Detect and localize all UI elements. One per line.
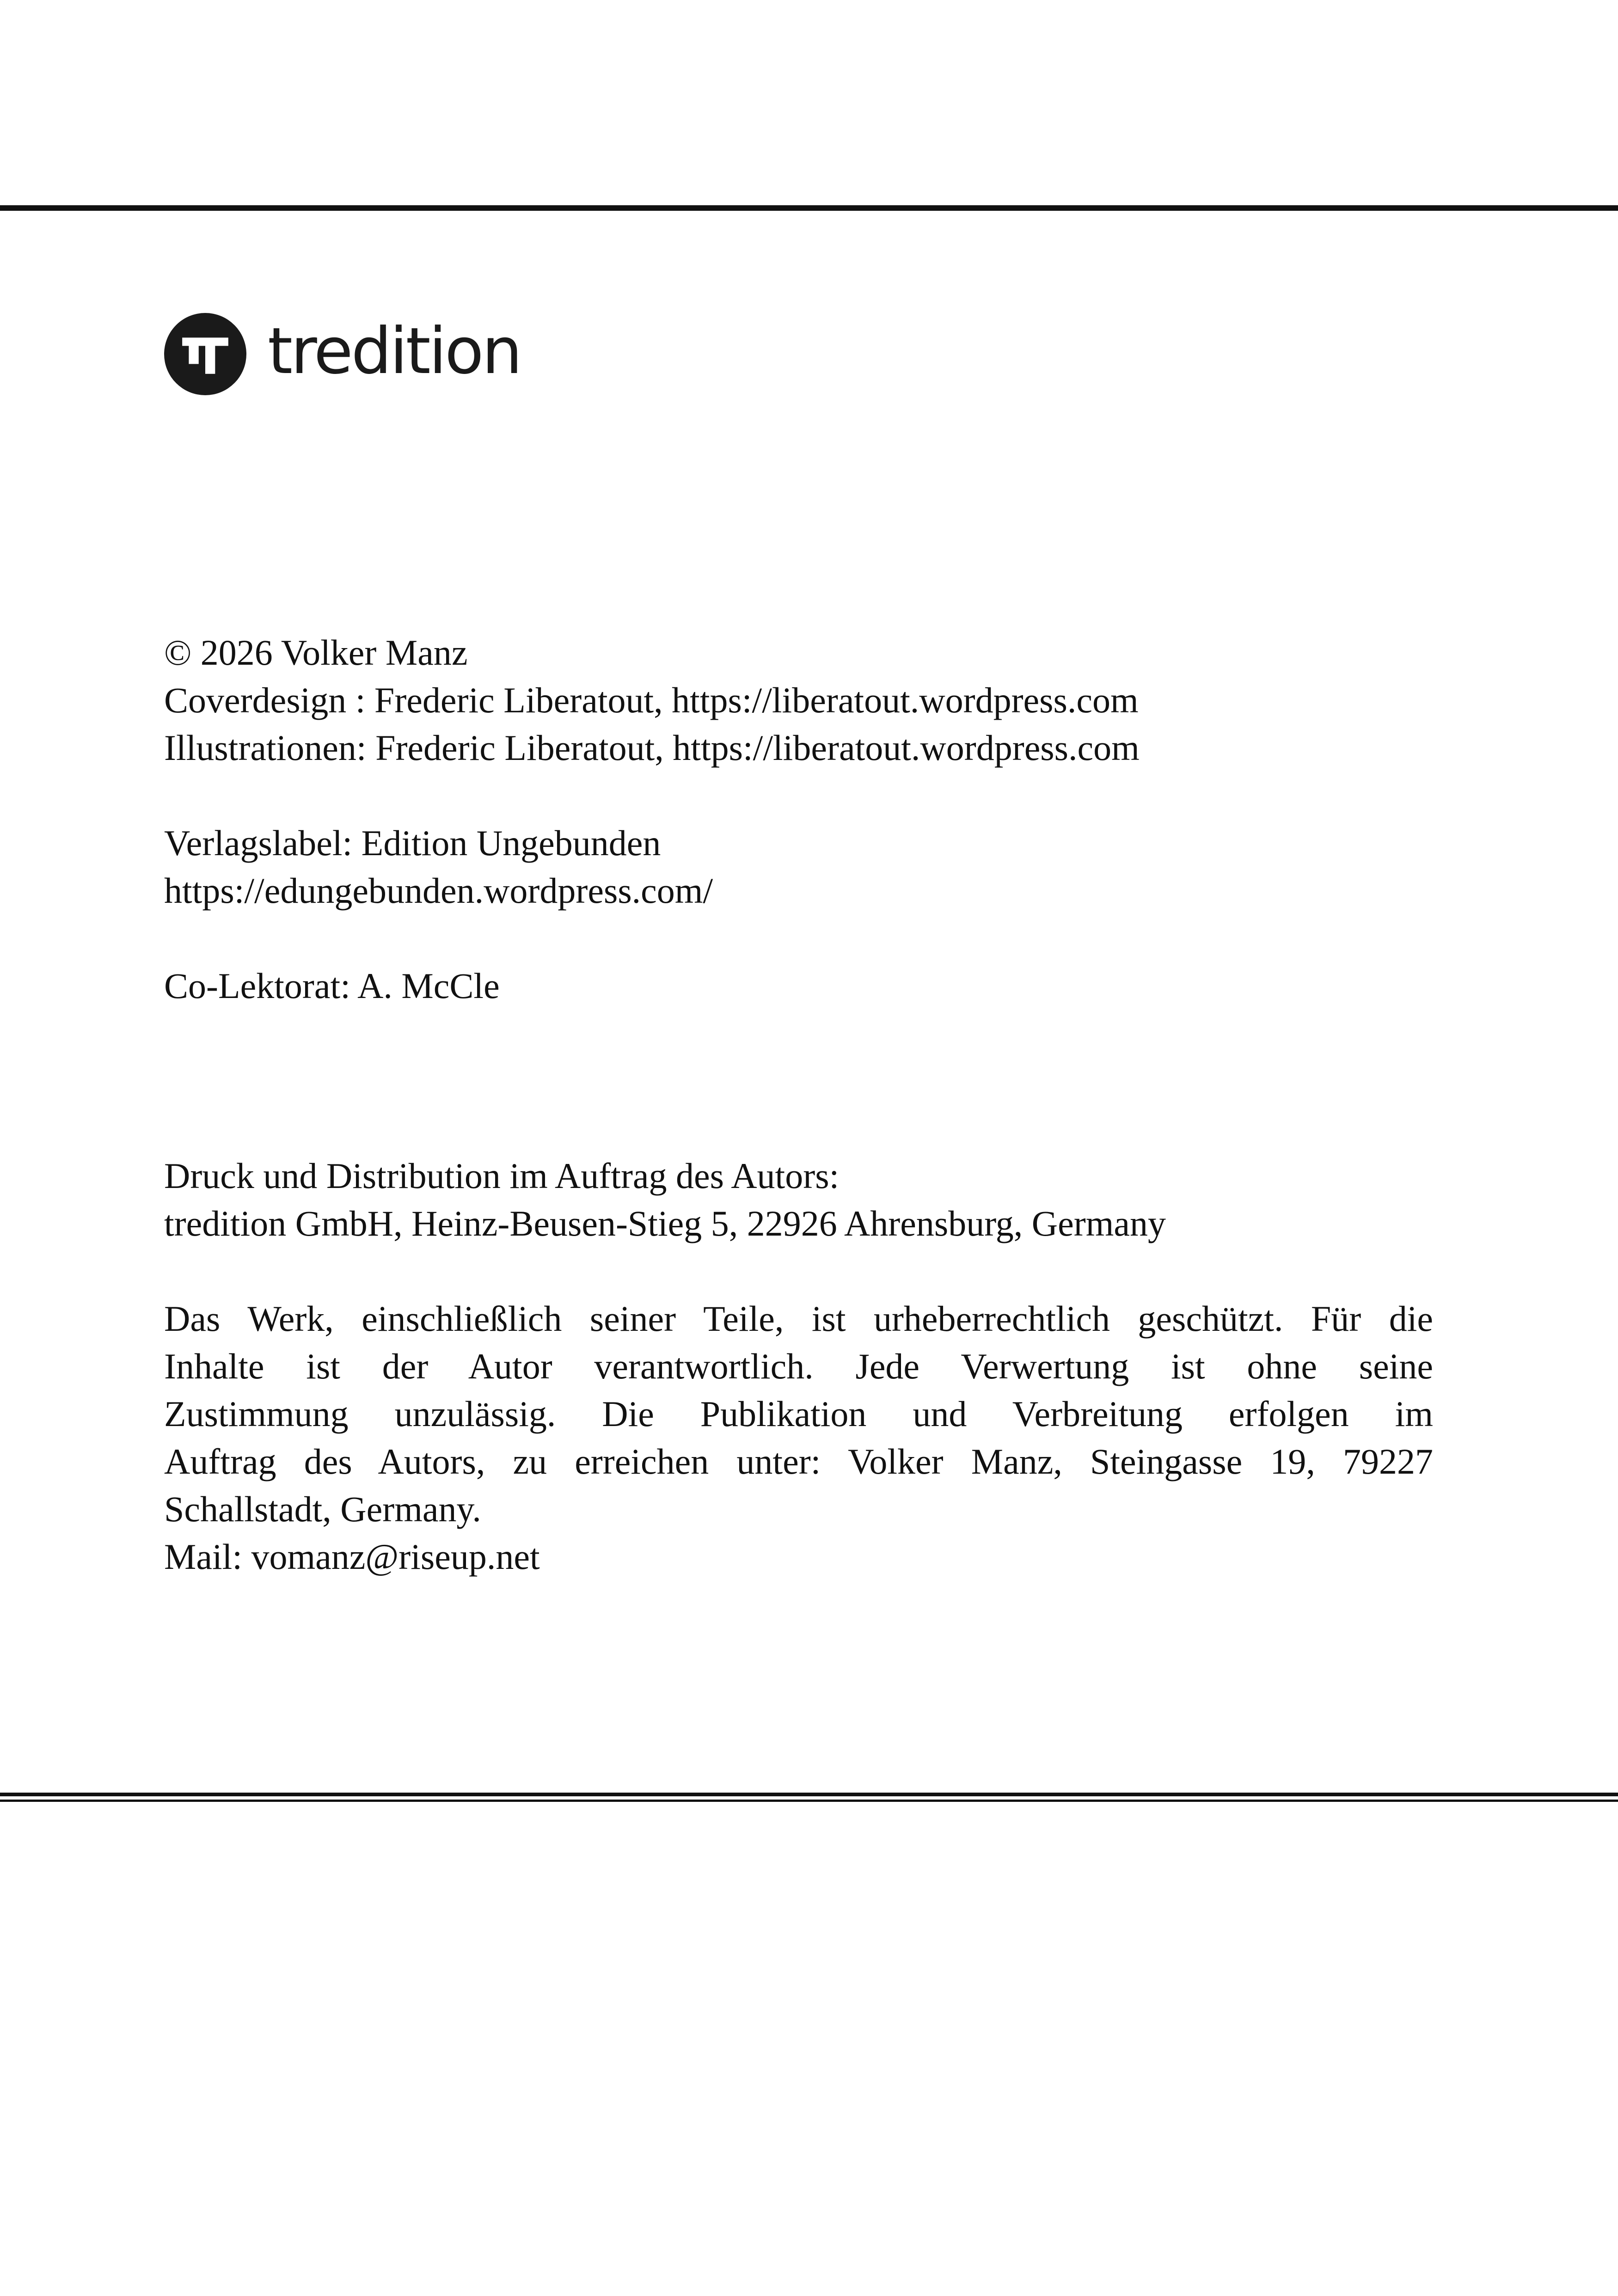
credits-block [164,629,1433,771]
lektorat-block [164,962,1433,1010]
tredition-logo-icon [164,313,246,395]
top-divider [0,205,1618,211]
rights-line: Zustimmung unzulässig. Die Publikation und Verbreitung erfolgen im [164,1394,1433,1434]
illustrations-line: Illustrationen: Frederic Liberatout, https://liberatout.wordpress.com [164,728,1140,768]
rights-line: Auftrag des Autors, zu erreichen unter: Volker Manz, Steingasse 19, 79227 [164,1441,1433,1482]
verlagslabel-line: Verlagslabel: Edition Ungebunden [164,823,661,863]
rights-line: Schallstadt, Germany. [164,1489,481,1529]
rights-line: Das Werk, einschließlich seiner Teile, ist urheberrechtlich geschützt. Für die [164,1298,1433,1339]
distribution-block [164,1152,1433,1247]
publisher-logo [164,313,521,395]
contact-mail-line: Mail: vomanz@riseup.net [164,1537,540,1577]
distribution-heading: Druck und Distribution im Auftrag des Autors: [164,1156,840,1196]
publisher-wordmark: tredition [268,314,521,388]
label-url-line: https://edungebunden.wordpress.com/ [164,870,713,911]
rights-notice-block [164,1295,1433,1580]
distribution-address: tredition GmbH, Heinz-Beusen-Stieg 5, 22926 Ahrensburg, Germany [164,1203,1166,1243]
publisher-label-block [164,819,1433,914]
rights-line: Inhalte ist der Autor verantwortlich. Jede Verwertung ist ohne seine [164,1346,1433,1386]
coverdesign-line: Coverdesign : Frederic Liberatout, https://liberatout.wordpress.com [164,680,1139,720]
bottom-divider-thin [0,1800,1618,1802]
copyright-line: © 2026 Volker Manz [164,632,468,673]
bottom-divider [0,1793,1618,1796]
lektorat-line: Co-Lektorat: A. McCle [164,966,500,1006]
